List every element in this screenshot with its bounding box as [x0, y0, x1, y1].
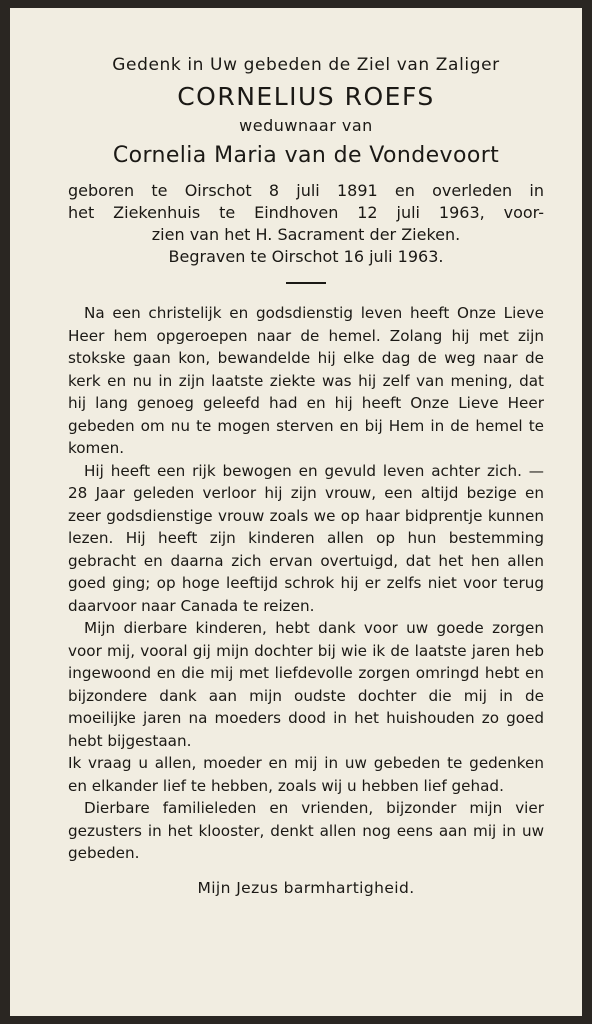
paragraph: Na een christelijk en godsdienstig leven heeft Onze Lieve Heer hem opgeroepen naar de hemel. Zolang hij met zijn stokske gaan kon, bewandelde hij elke dag de weg naar de kerk en nu in zijn laatste ziekte was hij zelf van mening, dat hij lang genoeg geleefd had en hij heeft Onze Lieve Heer gebeden om nu te mogen sterven en bij Hem in de hemel te komen.: [68, 304, 544, 457]
dates-line: geboren te Oirschot 8 juli 1891 en overleden in: [68, 181, 544, 200]
burial-line: Begraven te Oirschot 16 juli 1963.: [168, 247, 444, 266]
deceased-name: CORNELIUS ROEFS: [177, 82, 435, 111]
life-dates: [68, 180, 544, 268]
paragraph: Mijn dierbare kinderen, hebt dank voor uw goede zorgen voor mij, vooral gij mijn dochter bij wie ik de laatste jaren heb ingewoond en die mij met liefdevolle zorgen omringd hebt en bijzondere dank aan mijn oudste dochter die mij in de moeilijke jaren na moeders dood in het huishouden zo goed hebt bijgestaan.: [68, 619, 544, 750]
closing-prayer: Mijn Jezus barmhartigheid.: [197, 878, 415, 897]
dates-line: het Ziekenhuis te Eindhoven 12 juli 1963, voor-: [68, 203, 544, 222]
paragraph: Dierbare familieleden en vrienden, bijzonder mijn vier gezusters in het klooster, denkt allen nog eens aan mij in uw gebeden.: [68, 799, 544, 862]
prayer-header: Gedenk in Uw gebeden de Ziel van Zaliger: [112, 55, 500, 75]
memorial-card: [10, 8, 582, 1016]
spouse-name: Cornelia Maria van de Vondevoort: [112, 143, 500, 168]
dates-line: zien van het H. Sacrament der Zieken.: [151, 225, 461, 244]
paragraph: Hij heeft een rijk bewogen en gevuld leven achter zich. — 28 Jaar geleden verloor hij zijn vrouw, een altijd bezige en zeer godsdienstige vrouw zoals we op haar bidprentje kunnen lezen. Hij heeft zijn kinderen allen op hun bestemming gebracht en daarna zich ervan overtuigd, dat het hen allen goed ging; op hoge leeftijd schrok hij er zelfs niet voor terug daarvoor naar Canada te reizen.: [68, 461, 544, 615]
memorial-text: [68, 302, 544, 865]
paragraph: Ik vraag u allen, moeder en mij in uw gebeden te gedenken en elkander lief te hebben, zoals wij u hebben lief gehad.: [68, 754, 544, 795]
divider: [286, 282, 326, 284]
widower-of-label: weduwnaar van: [239, 116, 373, 135]
